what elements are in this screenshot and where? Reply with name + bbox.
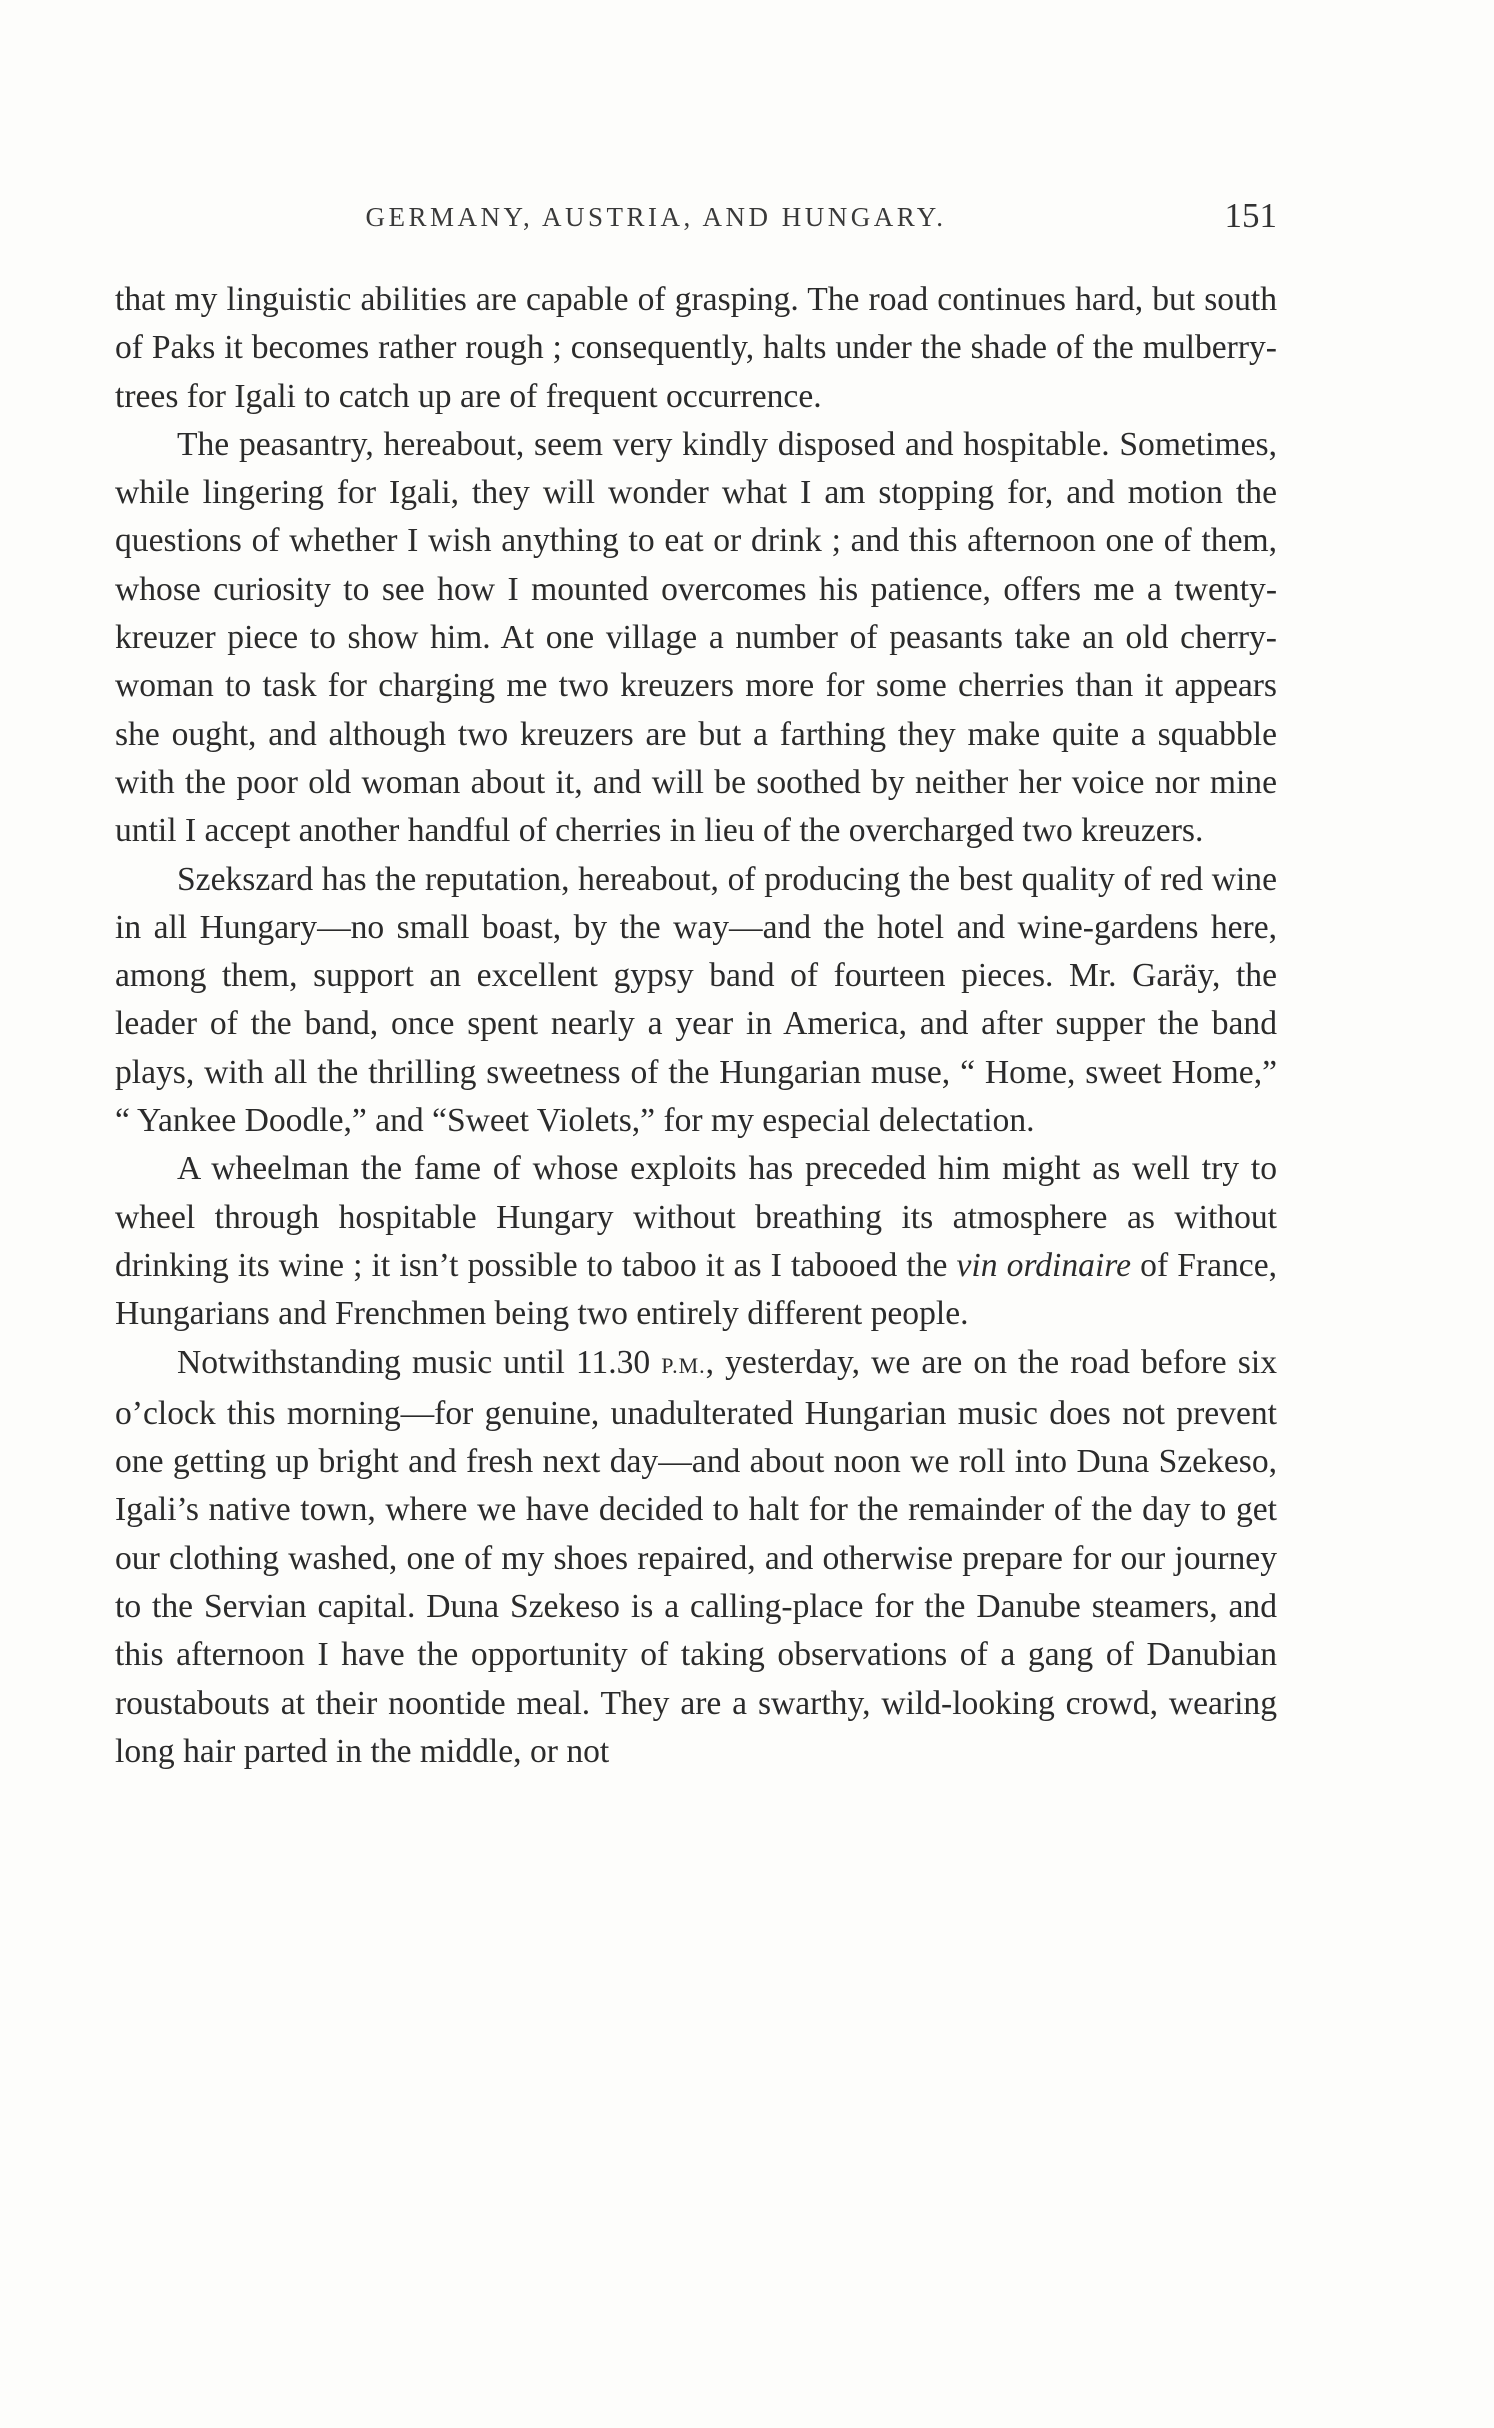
- body-text: [115, 276, 1277, 1776]
- paragraph-1: that my linguistic abilities are capable of grasping. The road continues hard, but south of Paks it becomes rather rough ; consequently, halts under the shade of the mulberry-trees for Igali to catch up are of frequent occurrence.: [115, 281, 1277, 415]
- paragraph-5-text-b: , yesterday, we are on the road before six o’clock this morning—for genuine, unadulterated Hungarian music does not prevent one getting up bright and fresh next day—and about noon we roll into Duna Szekeso, Igali’s native town, where we have decided to halt for the remainder of the day to get our clothing washed, one of my shoes repaired, and otherwise prepare for our journey to the Servian capital. Duna Szekeso is a calling-place for the Danube steamers, and this afternoon I have the opportunity of taking observations of a gang of Danubian roustabouts at their noontide meal. They are a swarthy, wild-looking crowd, wearing long hair parted in the middle, or not: [115, 1343, 1277, 1770]
- paragraph-3: Szekszard has the reputation, hereabout, of producing the best quality of red wine in all Hungary—no small boast, by the way—and the hotel and wine-gardens here, among them, support an excellent gypsy band of fourteen pieces. Mr. Garäy, the leader of the band, once spent nearly a year in America, and after supper the band plays, with all the thrilling sweetness of the Hungarian muse, “ Home, sweet Home,” “ Yankee Doodle,” and “Sweet Violets,” for my especial delectation.: [115, 860, 1277, 1140]
- paragraph-5: [115, 1339, 1277, 1777]
- paragraph-2: The peasantry, hereabout, seem very kindly disposed and hospitable. Sometimes, while lingering for Igali, they will wonder what I am stopping for, and motion the questions of whether I wish anything to eat or drink ; and this afternoon one of them, whose curiosity to see how I mounted overcomes his patience, offers me a twenty-kreuzer piece to show him. At one village a number of peasants take an old cherry-woman to task for charging me two kreuzers more for some cherries than it appears she ought, and although two kreuzers are but a farthing they make quite a squabble with the poor old woman about it, and will be soothed by neither her voice nor mine until I accept another handful of cherries in lieu of the overcharged two kreuzers.: [115, 425, 1277, 850]
- paragraph-5-text-a: Notwithstanding music until 11.30: [177, 1343, 662, 1381]
- italic-phrase: vin ordinaire: [956, 1246, 1132, 1284]
- paragraph-4: [115, 1145, 1277, 1338]
- running-head: GERMANY, AUSTRIA, AND HUNGARY.: [365, 202, 947, 232]
- paragraph-4-text-a: A wheelman the fame of whose exploits has preceded him might as well try to wheel through hospitable Hungary without breathing its atmosphere as without drinking its wine ; it isn’t possible to taboo it as I tabooed the: [115, 1150, 1277, 1284]
- page-number: 151: [1224, 196, 1277, 235]
- paragraph-4-text-b: of France, Hungarians and Frenchmen being two entirely different people.: [115, 1246, 1278, 1333]
- small-caps-pm: P.M.: [661, 1352, 706, 1378]
- page-header: [115, 198, 1277, 246]
